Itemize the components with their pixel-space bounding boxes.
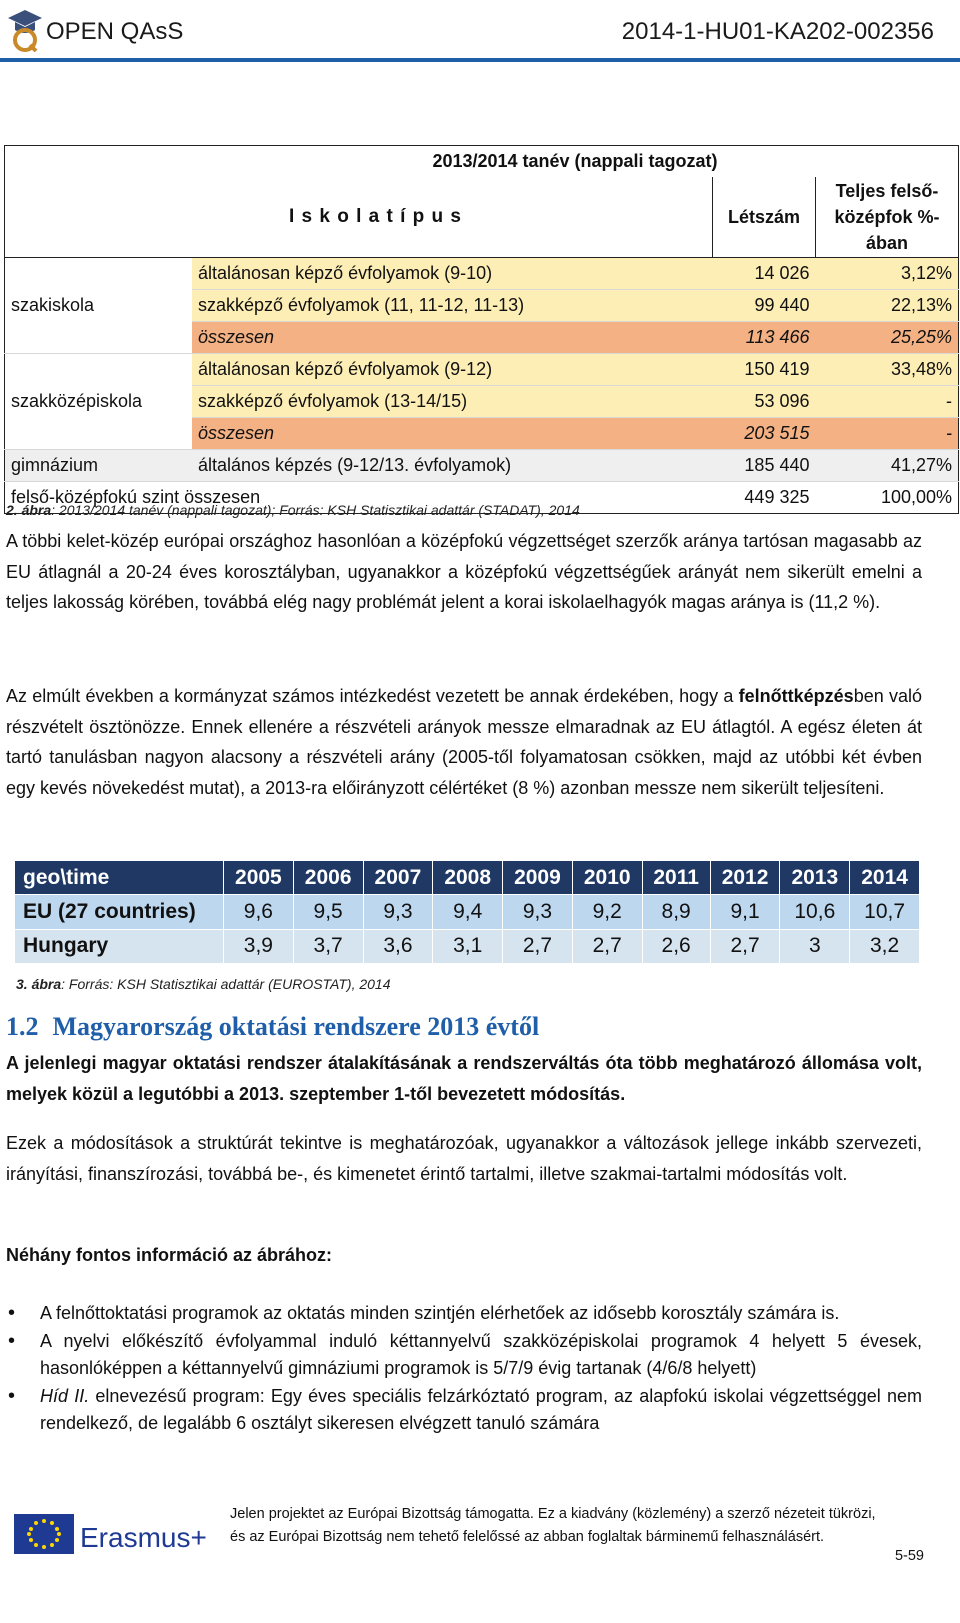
row-count: 150 419 <box>713 354 816 386</box>
row-label: általánosan képző évfolyamok (9-12) <box>192 354 713 386</box>
total-count: 449 325 <box>713 482 816 514</box>
year-header: 2005 <box>224 861 294 895</box>
row-label: általánosan képző évfolyamok (9-10) <box>192 258 713 290</box>
year-header: 2012 <box>710 861 780 895</box>
value-cell: 2,6 <box>642 929 710 963</box>
row-eu-label: EU (27 countries) <box>15 895 224 929</box>
row-share: 33,48% <box>816 354 959 386</box>
value-cell: 10,7 <box>850 895 920 929</box>
total-label: felső-középfokú szint összesen <box>5 482 713 514</box>
row-share: 3,12% <box>816 258 959 290</box>
year-header: 2010 <box>572 861 642 895</box>
row-share: 22,13% <box>816 290 959 322</box>
row-count: 14 026 <box>713 258 816 290</box>
value-cell: 3,1 <box>433 929 503 963</box>
section-number: 1.2 <box>6 1012 39 1041</box>
value-cell: 3,7 <box>293 929 363 963</box>
value-cell: 2,7 <box>503 929 573 963</box>
row-label: összesen <box>192 418 713 450</box>
row-label: összesen <box>192 322 713 354</box>
lifelong-learning-table <box>14 860 920 964</box>
value-cell: 9,2 <box>572 895 642 929</box>
year-header: 2008 <box>433 861 503 895</box>
table-title: 2013/2014 tanév (nappali tagozat) <box>192 146 959 178</box>
row-count: 99 440 <box>713 290 816 322</box>
group-szakiskola: szakiskola <box>5 258 193 354</box>
value-cell: 9,3 <box>363 895 433 929</box>
value-cell: 2,7 <box>710 929 780 963</box>
value-cell: 9,4 <box>433 895 503 929</box>
row-share: 41,27% <box>816 450 959 482</box>
row-label: szakképző évfolyamok (11, 11-12, 11-13) <box>192 290 713 322</box>
year-header: 2014 <box>850 861 920 895</box>
value-cell: 9,3 <box>503 895 573 929</box>
group-gimnazium: gimnázium <box>5 450 193 482</box>
row-count: 113 466 <box>713 322 816 354</box>
erasmus-logo-text: Erasmus+ <box>80 1522 207 1553</box>
header-project-name: OPEN QAsS <box>46 18 184 45</box>
year-header: 2011 <box>642 861 710 895</box>
page-number: 5-59 <box>894 1548 924 1564</box>
value-cell: 9,1 <box>710 895 780 929</box>
value-cell: 9,5 <box>293 895 363 929</box>
row-label: általános képzés (9-12/13. évfolyamok) <box>192 450 713 482</box>
year-header: 2007 <box>363 861 433 895</box>
total-share: 100,00% <box>816 482 959 514</box>
header-project-code: 2014-1-HU01-KA202-002356 <box>621 18 934 45</box>
section-title: Magyarország oktatási rendszere 2013 évtől <box>52 1012 540 1041</box>
paragraph-3: Ezek a módosítások a struktúrát tekintve is meghatározóak, ugyanakkor a változások jellege inkább szervezeti, irányítási, finanszírozási, továbbá be-, és kimenetet érintő tartalmi, illetve szakmai-tartalmi módosítás volt. <box>6 1133 922 1184</box>
value-cell: 3,9 <box>224 929 294 963</box>
year-header: 2006 <box>293 861 363 895</box>
row-label: szakképző évfolyamok (13-14/15) <box>192 386 713 418</box>
lead-paragraph: A jelenlegi magyar oktatási rendszer átalakításának a rendszerváltás óta több meghatározó állomása volt, melyek közül a legutóbbi a 2013. szeptember 1-től bevezetett módosítás. <box>6 1053 922 1104</box>
school-type-table <box>4 145 959 514</box>
list-item: • A nyelvi előkészítő évfolyammal induló kéttannyelvű szakközépiskolai programok 4 helyett 5 évesek, hasonlóképpen a kéttannyelvű gimnáziumi programok is 5/7/9 évig tartanak (4/6/8 helyett) <box>6 1328 922 1382</box>
header-share: Teljes felső-középfok %-ában <box>816 177 959 258</box>
value-cell: 10,6 <box>780 895 850 929</box>
table2-corner: geo\time <box>15 861 224 895</box>
figure-caption-3: 3. ábra: Forrás: KSH Statisztikai adattár (EUROSTAT), 2014 <box>16 976 391 992</box>
open-qass-logo-icon <box>6 8 44 52</box>
list-item: • A felnőttoktatási programok az oktatás minden szintjén elérhetőek az idősebb korosztály számára is. <box>6 1300 922 1327</box>
footer-disclaimer: Jelen projektet az Európai Bizottság támogatta. Ez a kiadvány (közlemény) a szerző nézeteit tükrözi, és az Európai Bizottság nem tehető felelőssé az abban foglaltak bárminemű felhasználásért. <box>230 1506 876 1545</box>
paragraph-1: A többi kelet-közép európai országhoz hasonlóan a középfokú végzettséget szerzők aránya tartósan magasabb az EU átlagnál a 20-24 éves korosztályban, ugyanakkor a középfokú végzettségűek arányát nem sikerült emelni a teljes lakosság körében, továbbá elég nagy problémát jelent a korai iskolaelhagyók magas aránya is (11,2 %). <box>6 531 922 612</box>
paragraph-2: Az elmúlt években a kormányzat számos intézkedést vezetett be annak érdekében, hogy a felnőttképzésben való részvételt ösztönözze. Ennek ellenére a részvételi arányok messze elmaradnak az EU átlagtól. A egész életen át tartó tanulásban nagyon alacsony a részvételi arány (2005-től folyamatosan csökken, majd az utóbbi két évben egy kevés növekedést mutat), a 2013-ra előirányzott célértéket (8 %) azonban messze nem sikerült teljesíteni. <box>6 686 922 798</box>
value-cell: 3,6 <box>363 929 433 963</box>
row-hungary-label: Hungary <box>15 929 224 963</box>
value-cell: 8,9 <box>642 895 710 929</box>
value-cell: 3 <box>780 929 850 963</box>
figure-caption-2: 2. ábra: 2013/2014 tanév (nappali tagozat); Forrás: KSH Statisztikai adattár (STADAT), 2014 <box>6 502 580 518</box>
header-school-type: I s k o l a t í p u s <box>192 177 713 258</box>
subheading: Néhány fontos információ az ábrához: <box>6 1245 333 1265</box>
row-share: - <box>816 386 959 418</box>
row-share: 25,25% <box>816 322 959 354</box>
section-heading <box>6 1012 539 1042</box>
erasmus-plus-logo-icon <box>14 1510 214 1560</box>
row-share: - <box>816 418 959 450</box>
value-cell: 2,7 <box>572 929 642 963</box>
year-header: 2013 <box>780 861 850 895</box>
row-count: 185 440 <box>713 450 816 482</box>
list-item: • Híd II. elnevezésű program: Egy éves speciális felzárkóztató program, az alapfokú iskolai végzettséggel nem rendelkező, de legalább 6 osztályt sikeresen elvégzett tanuló számára <box>6 1383 922 1437</box>
value-cell: 9,6 <box>224 895 294 929</box>
header-count: Létszám <box>713 177 816 258</box>
row-count: 203 515 <box>713 418 816 450</box>
info-bullet-list <box>6 1300 922 1438</box>
year-header: 2009 <box>503 861 573 895</box>
value-cell: 3,2 <box>850 929 920 963</box>
row-count: 53 096 <box>713 386 816 418</box>
header-divider <box>0 58 960 62</box>
group-szakkozepiskola: szakközépiskola <box>5 354 193 450</box>
